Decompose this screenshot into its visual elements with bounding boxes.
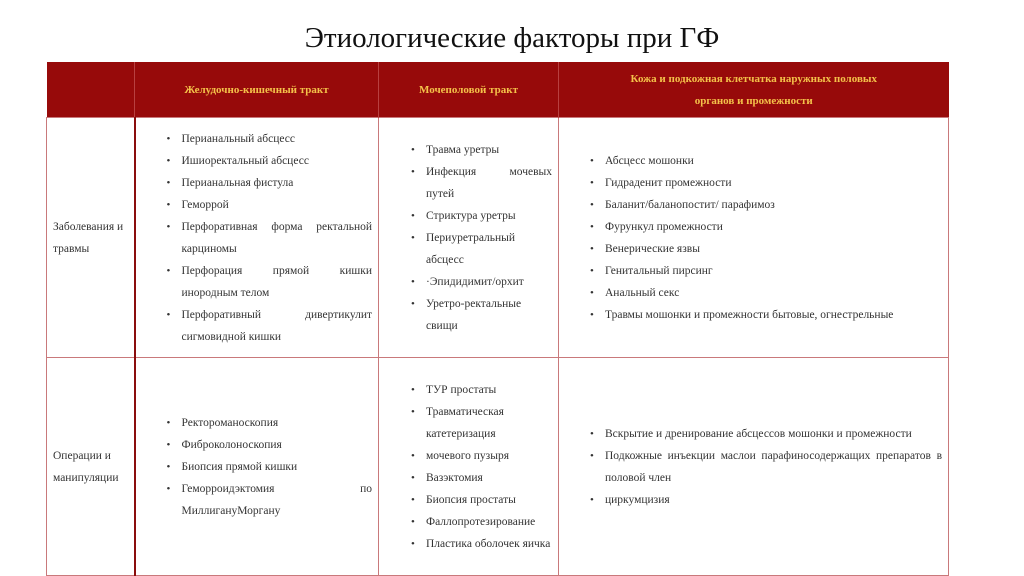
cell-skin [559, 358, 949, 576]
list-item: • ТУР простаты [426, 379, 552, 401]
list-item: • Биопсия прямой кишки [182, 456, 373, 478]
cell-gu [379, 118, 559, 358]
list-item: • Травмы мошонки и промежности бытовые, огнестрельные [605, 304, 942, 326]
list-item: • ·Эпидидимит/орхит [426, 271, 552, 293]
etiology-table [46, 62, 949, 576]
slide-title: Этиологические факторы при ГФ [304, 22, 720, 54]
list-item: • Травма уретры [426, 139, 552, 161]
header-gu-tract: Мочеполовой тракт [379, 62, 559, 118]
list-item: • Стриктура уретры [426, 205, 552, 227]
list-item: • Перианальная фистула [182, 172, 373, 194]
header-skin: Кожа и подкожная клетчатка наружных половых органов и промежности [559, 62, 949, 118]
cell-gu [379, 358, 559, 576]
header-empty [47, 62, 135, 118]
list-item: • Перфоративный дивертикулит сигмовидной кишки [182, 304, 373, 348]
list-item: • Подкожные инъекции маслои парафиносодержащих препаратов в половой член [605, 445, 942, 489]
table-header-row [47, 62, 949, 118]
list-item: • Фиброколоноскопия [182, 434, 373, 456]
header-gi-tract: Желудочно-кишечный тракт [135, 62, 379, 118]
list-item: • Генитальный пирсинг [605, 260, 942, 282]
list-item: • Уретро-ректальные свищи [426, 293, 552, 337]
list-item: • Венерические язвы [605, 238, 942, 260]
bullet-list [182, 412, 379, 522]
bullet-list [426, 139, 558, 337]
list-item: • Баланит/баланопостит/ парафимоз [605, 194, 942, 216]
list-item: • Гидраденит промежности [605, 172, 942, 194]
cell-gi [135, 118, 379, 358]
row-label: Операции и манипуляции [47, 358, 135, 576]
bullet-list [182, 128, 379, 348]
list-item: • Инфекция мочевых путей [426, 161, 552, 205]
list-item: • Биопсия простаты [426, 489, 552, 511]
list-item: • Ишиоректальный абсцесс [182, 150, 373, 172]
list-item: • Вазэктомия [426, 467, 552, 489]
cell-gi [135, 358, 379, 576]
list-item: • Периуретральный абсцесс [426, 227, 552, 271]
list-item: • мочевого пузыря [426, 445, 552, 467]
table-row [47, 118, 949, 358]
list-item: • циркумцизия [605, 489, 942, 511]
bullet-list [426, 379, 558, 555]
list-item: • Фаллопротезирование [426, 511, 552, 533]
list-item: • Геморроидэктомия по МиллигануМоргану [182, 478, 373, 522]
list-item: • Перианальный абсцесс [182, 128, 373, 150]
list-item: • Ректороманоскопия [182, 412, 373, 434]
list-item: • Абсцесс мошонки [605, 150, 942, 172]
list-item: • Геморрой [182, 194, 373, 216]
list-item: • Травматическая катетеризация [426, 401, 552, 445]
bullet-list [605, 150, 948, 326]
row-label: Заболевания и травмы [47, 118, 135, 358]
table-row [47, 358, 949, 576]
list-item: • Пластика оболочек яичка [426, 533, 552, 555]
list-item: • Перфорация прямой кишки инородным телом [182, 260, 373, 304]
list-item: • Анальный секс [605, 282, 942, 304]
list-item: • Перфоративная форма ректальной карциномы [182, 216, 373, 260]
list-item: • Фурункул промежности [605, 216, 942, 238]
cell-skin [559, 118, 949, 358]
list-item: • Вскрытие и дренирование абсцессов мошонки и промежности [605, 423, 942, 445]
bullet-list [605, 423, 948, 511]
